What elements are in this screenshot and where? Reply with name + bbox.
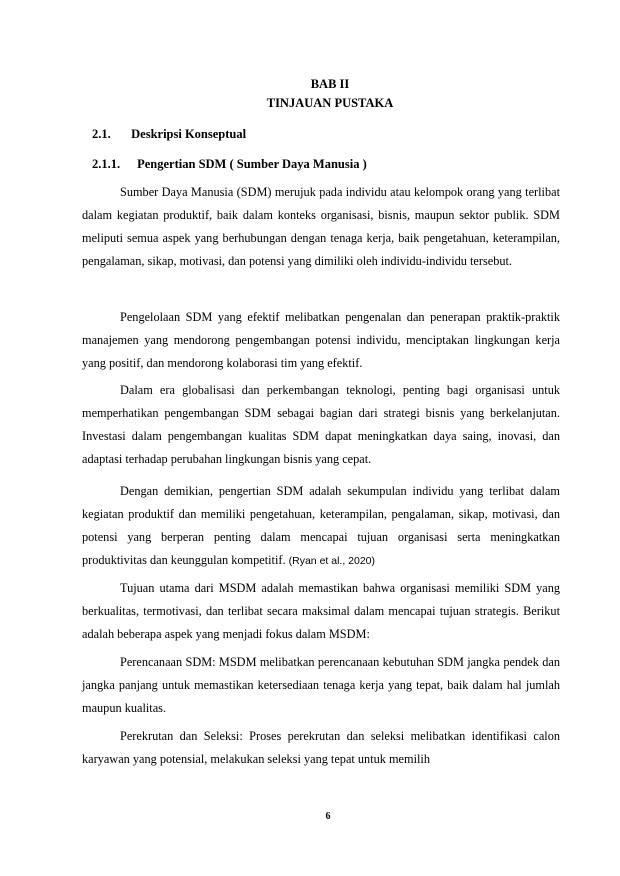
paragraph-text: Dengan demikian, pengertian SDM adalah sekumpulan individu yang terlibat dalam kegiatan produktif dan memiliki pengetahuan, keterampilan, pengalaman, sikap, motivasi, dan potensi yang berperan penting dalam mencapai tujuan organisasi serta meningkatkan produktivitas dan keunggulan kompetitif. [82, 484, 560, 567]
page-number: 6 [325, 811, 331, 822]
subsection-title: Pengertian SDM ( Sumber Daya Manusia ) [137, 157, 367, 171]
paragraph [82, 480, 560, 573]
section-title: Deskripsi Konseptual [131, 127, 247, 141]
section-heading [92, 127, 246, 142]
paragraph: Tujuan utama dari MSDM adalah memastikan bahwa organisasi memiliki SDM yang berkualitas, termotivasi, dan terlibat secara maksimal dalam mencapai tujuan strategis. Berikut adalah beberapa aspek yang menjadi fokus dalam MSDM: [82, 581, 560, 641]
subsection-heading [92, 157, 367, 172]
paragraph: Pengelolaan SDM yang efektif melibatkan pengenalan dan penerapan praktik-praktik manajemen yang mendorong pengembangan potensi individu, menciptakan lingkungan kerja yang positif, dan mendorong kolaborasi tim yang efektif. [82, 310, 560, 370]
chapter-heading: BAB II [310, 77, 350, 91]
paragraph: Dalam era globalisasi dan perkembangan teknologi, penting bagi organisasi untuk memperhatikan pengembangan SDM sebagai bagian dari strategi bisnis yang berkelanjutan. Investasi dalam pengembangan kualitas SDM dapat meningkatkan daya saing, inovasi, dan adaptasi terhadap perubahan lingkungan bisnis yang cepat. [82, 383, 560, 466]
citation: (Ryan et al., 2020) [288, 555, 376, 567]
section-number: 2.1. [92, 127, 111, 141]
paragraph: Perencanaan SDM: MSDM melibatkan perencanaan kebutuhan SDM jangka pendek dan jangka panjang untuk memastikan ketersediaan tenaga kerja yang tepat, baik dalam hal jumlah maupun kualitas. [82, 655, 560, 715]
paragraph: Perekrutan dan Seleksi: Proses perekrutan dan seleksi melibatkan identifikasi calon karyawan yang potensial, melakukan seleksi yang tepat untuk memilih [82, 729, 560, 766]
paragraph: Sumber Daya Manusia (SDM) merujuk pada individu atau kelompok orang yang terlibat dalam kegiatan produktif, baik dalam konteks organisasi, bisnis, maupun sektor publik. SDM meliputi semua aspek yang berhubungan dengan tenaga kerja, baik pengetahuan, keterampilan, pengalaman, sikap, motivasi, dan potensi yang dimiliki oleh individu-individu tersebut. [82, 185, 560, 268]
subsection-number: 2.1.1. [92, 157, 121, 171]
chapter-title: TINJAUAN PUSTAKA [266, 96, 394, 110]
